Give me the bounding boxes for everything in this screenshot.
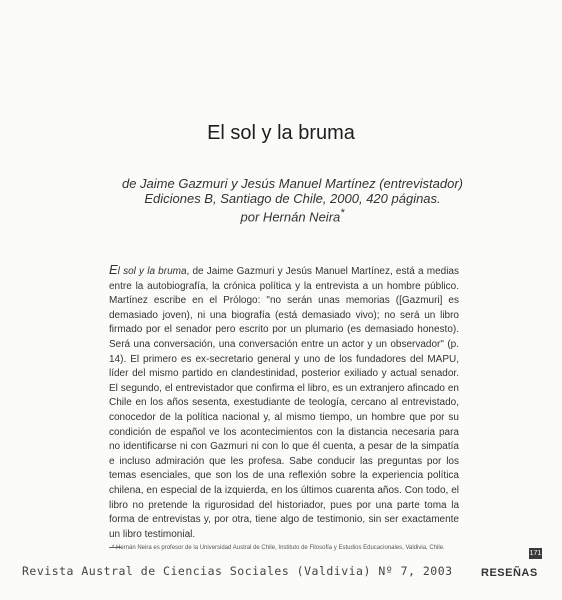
drop-cap: E	[109, 262, 118, 277]
byline	[100, 176, 485, 224]
section-label: RESEÑAS	[481, 567, 538, 579]
reviewer-name: por Hernán Neira	[240, 209, 341, 225]
byline-authors: de Jaime Gazmuri y Jesús Manuel Martínez (entrevistador)	[121, 176, 463, 191]
byline-reviewer	[100, 206, 485, 224]
book-title-italic: l sol y la bruma	[117, 266, 187, 277]
byline-publisher: Ediciones B, Santiago de Chile, 2000, 420 páginas.	[144, 191, 441, 206]
footnote: * Hernán Neira es profesor de la Universidad Austral de Chile, Instituto de Filosofía y Estudios Educacionales, Valdivia, Chile.	[112, 545, 445, 551]
body-paragraph: , de Jaime Gazmuri y Jesús Manuel Martínez, está a medias entre la autobiografía, la crónica política y la entrevista a un hombre público. Martínez escribe en el Prólogo: "no serán unas memorias ([Gazmuri] es demasiado joven), ni una biografía (está demasiado vivo); no será un libro firmado por el senador pero escrito por un plumario (es demasiado honesto). Será una conversación, una conversación entre un actor y un observador" (p. 14). El primero es ex-secretario general y uno de los fundadores del MAPU, líder del mismo partido en clandestinidad, posterior exiliado y actual senador. El segundo, el entrevistador que confirma el libro, es un extranjero afincado en Chile en los años sesenta, exestudiante de teología, cercano al entrevistado, conocedor de la política nacional y, al mismo tiempo, un hombre que por su condición de español ve los acontecimientos con la distancia necesaria para no identificarse ni con Gazmuri ni con lo que él cuenta, a pesar de la simpatía e incluso admiración que les profesa. Sabe conducir las preguntas por los temas esenciales, que son los de una reflexión sobre la experiencia política chilena, en especial de la izquierda, en los últimos cuarenta años. Con todo, el libro no pretende la rigurosidad del historiador, pues por una parte toma la forma de entrevistas y, por otra, tiene algo de testimonio, sin ser exactamente un libro testimonial.	[109, 266, 459, 540]
journal-footer: Revista Austral de Ciencias Sociales (Valdivia) Nº 7, 2003	[22, 564, 453, 578]
review-title: El sol y la bruma	[207, 122, 355, 144]
page-number: 171	[529, 550, 542, 557]
review-body	[109, 263, 459, 542]
footnote-marker: *	[340, 207, 345, 219]
